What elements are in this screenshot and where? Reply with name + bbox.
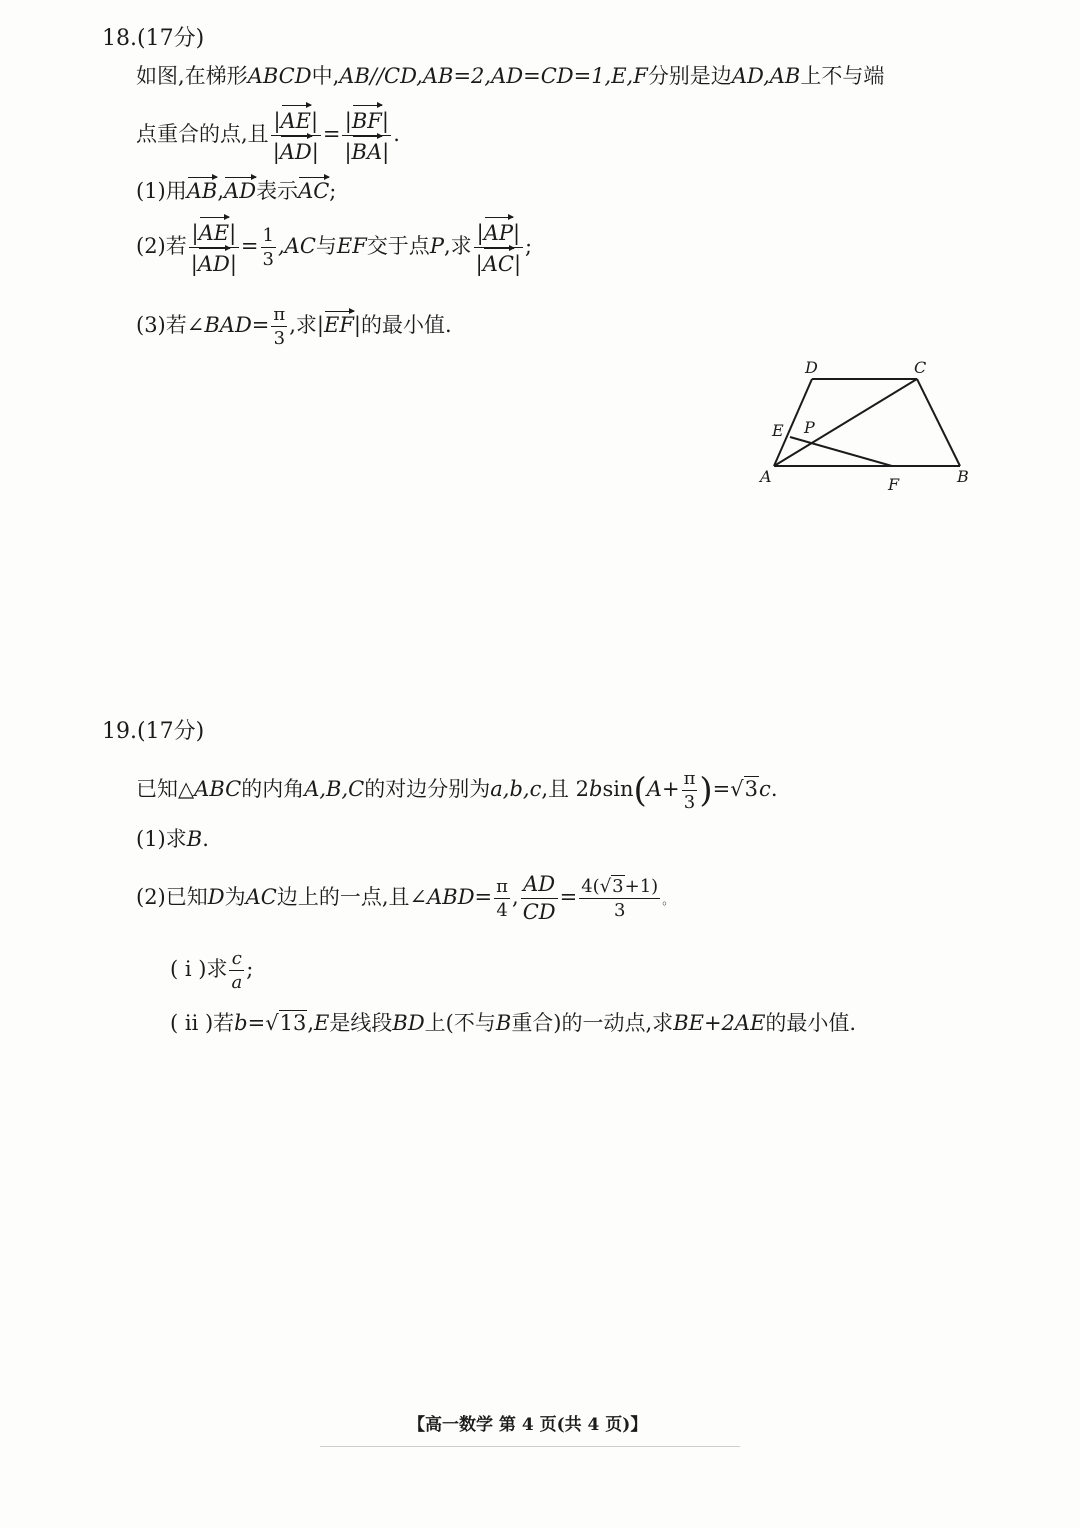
label-c: C [914,358,927,377]
q19-header: 19.(17分) [102,719,205,744]
trapezoid-figure [750,352,990,502]
q18-header: 18.(17分) [102,26,205,51]
label-b: B [957,467,969,486]
side-bc [917,379,960,466]
q19-part1: (1)求B. [136,827,209,851]
q18-part3: (3)若∠BAD= $\frac{\pi}{3}$ ,求|EF|的最小值. [136,304,452,350]
label-e: E [772,421,784,440]
page-footer: 【高一数学 第 4 页(共 4 页)】 [408,1415,648,1435]
ratio-ae-ad: $\frac{|AE|}{|AD|}$ [271,106,321,165]
q19-part2: (2)已知D为AC边上的一点,且∠ABD= $\frac{\pi}{4}$ , $\frac{AD}{CD}$ = $\frac{4(√3+1)}{3}$ 。 [136,872,675,924]
q19-part2-ii: ( ⅱ )若b=√13,E是线段BD上(不与B重合)的一动点,求BE+2AE的最小值. [170,1011,857,1035]
footer-divider [320,1446,740,1447]
label-f: F [888,475,900,494]
q18-statement-line1: 如图,在梯形ABCD中,AB//CD,AB=2,AD=CD=1,E,F分别是边AD,AB上不与端 [136,64,885,88]
segment-ef [790,437,892,466]
q19-part2-i: ( ⅰ )求 $\frac{c}{a}$ ; [170,948,254,994]
q18-part2: (2)若 $\frac{|AE|}{|AD|}$ = $\frac{1}{3}$ ,AC与EF交于点P,求 $\frac{|AP|}{|AC|}$ ; [136,218,532,277]
ratio-bf-ba: $\frac{|BF|}{|BA|}$ [342,106,391,165]
label-p: P [804,418,815,437]
label-d: D [805,358,818,377]
label-a: A [760,467,772,486]
q18-part1: (1)用AB,AD表示AC; [136,179,337,203]
q19-statement: 已知△ABC的内角A,B,C的对边分别为a,b,c,且 2bsin(A+ $\frac{\pi}{3}$ )=√3c. [136,768,778,814]
q18-statement-line2: 点重合的点,且 $\frac{|AE|}{|AD|}$ = $\frac{|BF|}{|BA|}$ . [136,106,400,165]
